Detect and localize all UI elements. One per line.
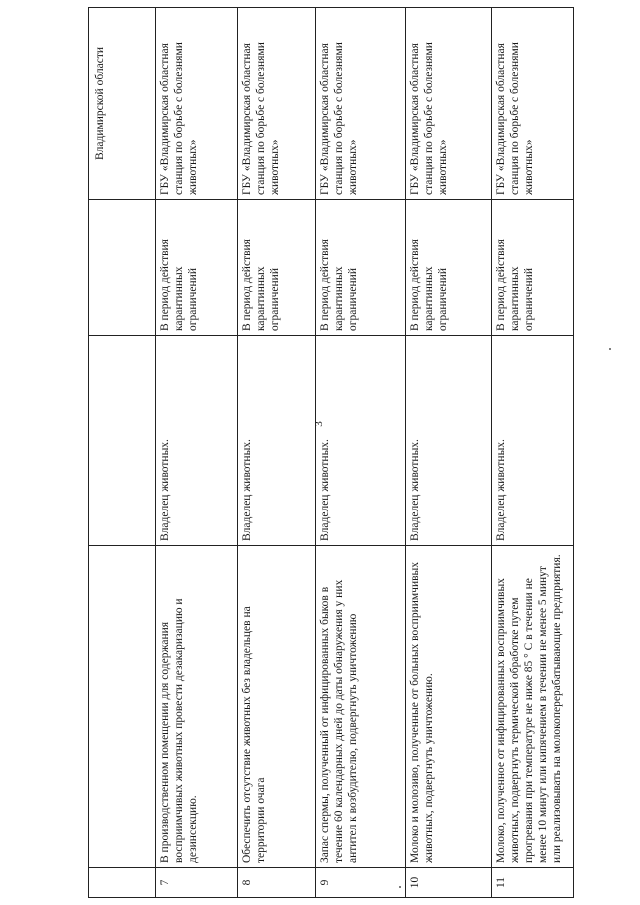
cell-owner: [89, 336, 156, 546]
cell-responsible: Владимирской области: [89, 8, 156, 200]
cell-measure: Молоко и молозиво, полученные от больных восприимчивых животных, подвергнуть уничтожению.: [406, 546, 492, 868]
cell-measure: Обеспечить отсутствие животных без владельцев на территории очага: [238, 546, 316, 868]
cell-num: 8: [238, 868, 316, 898]
table-row: [406, 8, 492, 898]
cell-num: [89, 868, 156, 898]
cell-measure: [89, 546, 156, 868]
cell-num: 11: [492, 868, 574, 898]
cell-num: 9: [316, 868, 406, 898]
cell-num: 7: [156, 868, 238, 898]
cell-owner: Владелец животных.: [156, 336, 238, 546]
cell-measure: Молоко, полученное от инфицированных восприимчивых животных, подвергнуть термической обработке путем прогревания при температуре не ниже 85 ° С в течении не менее 10 минут или кипячением в течении не менее 5 минут или реализовывать на молокоперерабатывающие предприятия.: [492, 546, 574, 868]
table-row-header: [89, 8, 156, 898]
cell-deadline: В период действия карантинных ограничений: [156, 200, 238, 336]
table-row: [316, 8, 406, 898]
cell-owner: Владелец животных.: [316, 336, 406, 546]
cell-responsible: ГБУ «Владимирская областная станция по борьбе с болезнями животных»: [238, 8, 316, 200]
cell-responsible: ГБУ «Владимирская областная станция по борьбе с болезнями животных»: [156, 8, 238, 200]
table-row: [238, 8, 316, 898]
cell-measure: В производственном помещении для содержания восприимчивых животных провести дезакаризацию и дезинсекцию.: [156, 546, 238, 868]
cell-owner: Владелец животных.: [406, 336, 492, 546]
cell-deadline: В период действия карантинных ограничений: [406, 200, 492, 336]
table-row: [156, 8, 238, 898]
cell-deadline: В период действия карантинных ограничений: [316, 200, 406, 336]
cell-responsible: ГБУ «Владимирская областная станция по борьбе с болезнями животных»: [492, 8, 574, 200]
cell-owner: Владелец животных.: [238, 336, 316, 546]
cell-responsible: ГБУ «Владимирская областная станция по борьбе с болезнями животных»: [316, 8, 406, 200]
measures-table: [88, 7, 574, 898]
cell-measure: Запас спермы, полученный от инфицированных быков в течение 60 календарных дней до даты обнаружения у них антител к возбудителю, подвергнуть уничтожению: [316, 546, 406, 868]
cell-num: 10: [406, 868, 492, 898]
cell-deadline: [89, 200, 156, 336]
cell-deadline: В период действия карантинных ограничений: [238, 200, 316, 336]
cell-owner: Владелец животных.: [492, 336, 574, 546]
rotated-table: [88, 8, 566, 898]
rotated-table-wrapper: [88, 8, 566, 898]
page-number: 3: [312, 421, 325, 427]
table-row: [492, 8, 574, 898]
cell-responsible: ГБУ «Владимирская областная станция по борьбе с болезнями животных»: [406, 8, 492, 200]
cell-deadline: В период действия карантинных ограничений: [492, 200, 574, 336]
scan-speck: [609, 348, 611, 350]
